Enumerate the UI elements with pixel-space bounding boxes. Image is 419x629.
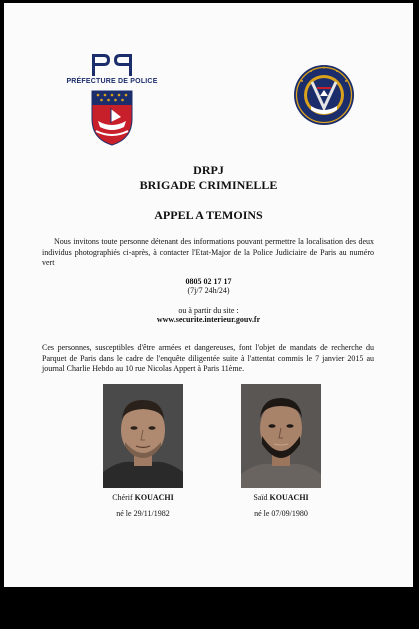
hotline-number: 0805 02 17 17 [185,277,232,286]
intro-text: Nous invitons toute personne détenant des informations pouvant permettre la localisation des deux individus photographiés ci-après, à contacter l'Etat-Major de la Police Judiciaire de Paris au numéro vert [42,237,374,267]
police-judiciaire-medallion-icon [293,62,355,128]
suspect-portrait-cherif [103,384,183,488]
wanted-notice-page [4,3,413,587]
suspect-last-name: KOUACHI [134,493,174,502]
suspect-name-said [221,493,341,502]
suspect-birth-said: né le 07/09/1980 [254,509,308,518]
suspect-first-name: Chérif [112,493,133,502]
prefecture-logo-text: PRÉFECTURE DE POLICE [66,78,158,85]
suspect-photo-cherif [103,384,183,488]
suspect-name-cherif [83,493,203,502]
suspect-birth-cherif: né le 29/11/1982 [116,509,170,518]
prefecture-de-police-logo [60,53,164,149]
suspect-portrait-said [241,384,321,488]
suspect-last-name: KOUACHI [269,493,309,502]
appeal-title: APPEL A TEMOINS [154,208,263,222]
website-link[interactable]: www.securite.interieur.gouv.fr [156,315,261,324]
org-name: BRIGADE CRIMINELLE [139,178,278,192]
paris-coat-of-arms-icon [90,89,134,147]
org-acronym: DRPJ [193,163,224,177]
suspect-photo-said [241,384,321,488]
pp-monogram-icon [90,53,134,77]
hotline-hours: (7j/7 24h/24) [187,286,230,295]
website-intro: ou à partir du site : [178,306,239,315]
suspect-first-name: Saïd [253,493,268,502]
warning-paragraph: Ces personnes, susceptibles d'être armées et dangereuses, font l'objet de mandats de recherche du Parquet de Paris dans le cadre de l'enquête diligentée suite à l'attentat commis le 7 janvier 2015 au journal Charlie Hebdo au 10 rue Nicolas Appert à Paris 11ème. [42,343,374,373]
intro-paragraph [42,237,374,269]
